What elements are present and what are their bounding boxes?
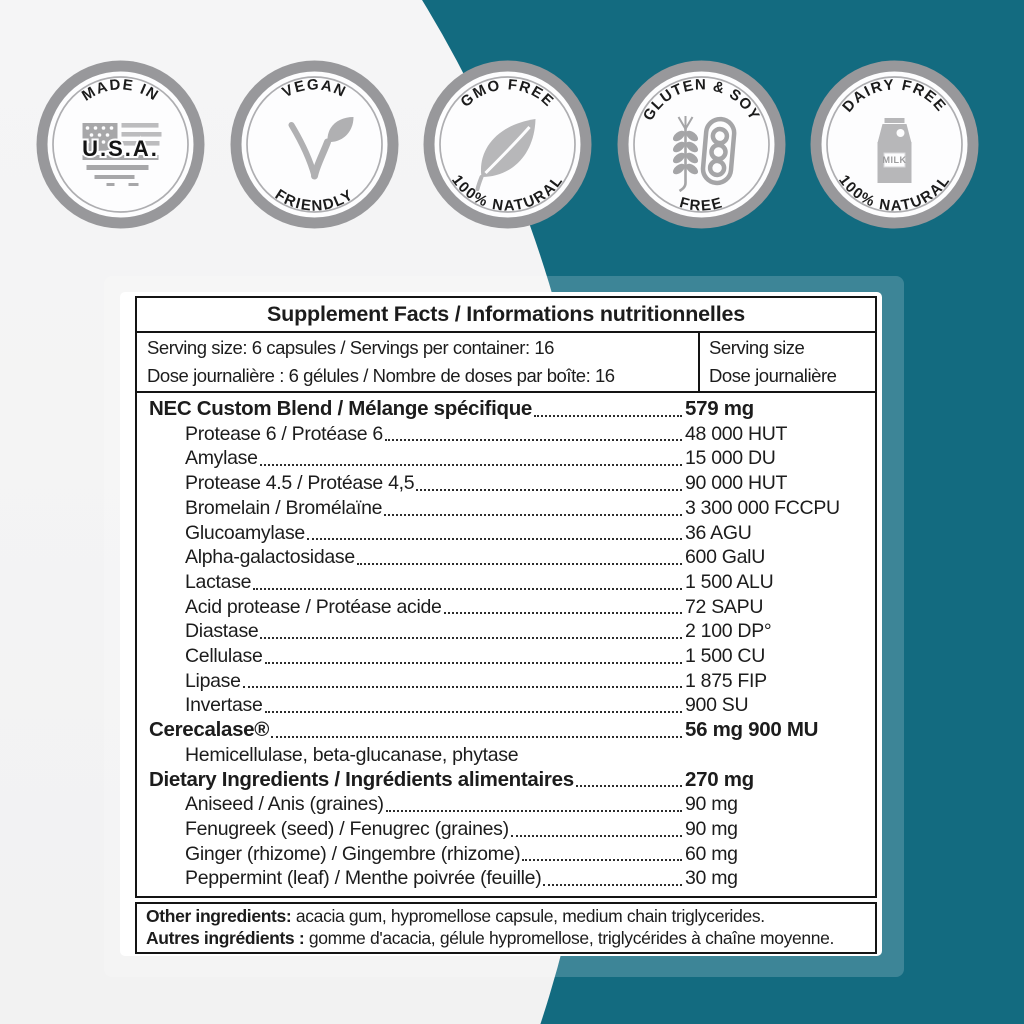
ingredient-label: Cerecalase® [149, 718, 270, 742]
ingredient-row [149, 545, 865, 570]
other-ingredients-text-fr: gomme d'acacia, gélule hypromellose, triglycérides à chaîne moyenne. [304, 928, 835, 949]
ingredient-amount: 270 mg [685, 767, 754, 791]
dot-leader [534, 415, 682, 417]
badge-top-text: MADE IN [78, 76, 163, 105]
ingredient-row [149, 422, 865, 447]
ingredient-label: Hemicellulase, beta-glucanase, phytase [185, 743, 519, 766]
ingredient-row [149, 842, 865, 867]
dot-leader [307, 538, 682, 540]
dot-leader [444, 612, 682, 614]
milk-label: MILK [882, 155, 907, 165]
serving-label-cell [698, 333, 875, 391]
dot-leader [265, 662, 682, 664]
ingredient-row [149, 619, 865, 644]
ingredient-row [149, 644, 865, 669]
ingredient-amount: 48 000 HUT [685, 422, 788, 445]
badge-top-text: GLUTEN & SOY [639, 76, 763, 124]
dot-leader [511, 835, 682, 837]
badge-made-in-usa [34, 58, 207, 231]
ingredient-amount: 36 AGU [685, 521, 752, 544]
ingredient-row [149, 471, 865, 496]
other-ingredients-lead-en: Other ingredients: [146, 906, 292, 927]
other-ingredients-lead-fr: Autres ingrédients : [146, 928, 305, 949]
badge-gmo-free [421, 58, 594, 231]
ingredient-amount: 56 mg 900 MU [685, 718, 819, 742]
badge-bottom-text: 100% NATURAL [448, 171, 567, 215]
milk-carton-icon [878, 118, 912, 183]
dot-leader [271, 736, 682, 738]
ingredient-amount: 579 mg [685, 397, 754, 420]
serving-line-fr: Dose journalière : 6 gélules / Nombre de doses par boîte: 16 [147, 365, 615, 386]
ingredient-row [149, 446, 865, 471]
dot-leader [357, 563, 682, 565]
dot-leader [260, 464, 682, 466]
supplement-facts-card [120, 292, 882, 956]
badge-center-text: U.S.A. [82, 136, 159, 161]
ingredient-amount: 1 875 FIP [685, 669, 767, 692]
dot-leader [265, 711, 682, 713]
ingredient-row [149, 866, 865, 891]
dot-leader [260, 637, 682, 639]
badge-bottom-text: FREE [677, 194, 725, 215]
ingredient-row [149, 570, 865, 595]
ingredient-row [149, 521, 865, 546]
ingredient-amount: 900 SU [685, 694, 749, 717]
ingredient-label: Protease 6 / Protéase 6 [185, 422, 383, 445]
badge-dairy-free [808, 58, 981, 231]
ingredient-amount: 1 500 CU [685, 645, 765, 668]
badge-top-text: DAIRY FREE [839, 76, 950, 116]
other-ingredients-line-en [146, 905, 869, 927]
supplement-facts-table [135, 296, 877, 898]
ingredient-label: Aniseed / Anis (graines) [185, 793, 384, 816]
badge-top-text: GMO FREE [457, 76, 558, 111]
dot-leader [522, 859, 682, 861]
ingredient-label: Amylase [185, 447, 258, 470]
badge-bottom-text: 100% NATURAL [835, 171, 954, 215]
badge-bottom-text: FRIENDLY [271, 186, 357, 215]
ingredient-amount: 90 mg [685, 793, 738, 816]
ingredient-label: Fenugreek (seed) / Fenugrec (graines) [185, 817, 509, 840]
ingredient-row [149, 496, 865, 521]
other-ingredients-box [135, 902, 877, 954]
ingredient-row [149, 792, 865, 817]
ingredient-amount: 3 300 000 FCCPU [685, 496, 840, 519]
ingredient-amount: 2 100 DP° [685, 620, 772, 643]
ingredient-amount: 1 500 ALU [685, 570, 774, 593]
section-header-row [149, 768, 865, 793]
ingredient-amount: 600 GalU [685, 546, 765, 569]
ingredient-label: Invertase [185, 694, 263, 717]
ingredient-label: NEC Custom Blend / Mélange spécifique [149, 397, 533, 420]
serving-line-en: Serving size: 6 capsules / Servings per container: 16 [147, 337, 555, 358]
other-ingredients-text-en: acacia gum, hypromellose capsule, medium chain triglycerides. [291, 906, 765, 927]
badge-top-text: VEGAN [279, 76, 349, 102]
ingredient-amount: 30 mg [685, 867, 738, 890]
ingredient-label: Peppermint (leaf) / Menthe poivrée (feuille) [185, 867, 542, 890]
ingredient-label: Glucoamylase [185, 521, 305, 544]
ingredient-label: Dietary Ingredients / Ingrédients alimentaires [149, 767, 574, 791]
badge-vegan-friendly [228, 58, 401, 231]
serving-info-cell [137, 333, 698, 391]
dot-leader [384, 514, 682, 516]
ingredient-label: Cellulase [185, 645, 263, 668]
table-title: Supplement Facts / Informations nutritionnelles [137, 298, 875, 333]
dot-leader [576, 785, 682, 787]
dot-leader [386, 810, 682, 812]
serving-label-fr: Dose journalière [709, 365, 837, 386]
dot-leader [543, 884, 682, 886]
dot-leader [416, 489, 682, 491]
supplement-rows [137, 393, 875, 896]
ingredient-amount: 90 000 HUT [685, 472, 788, 495]
ingredient-label: Lactase [185, 570, 252, 593]
ingredient-label: Acid protease / Protéase acide [185, 595, 442, 618]
section-header-row [149, 397, 865, 422]
ingredient-amount: 15 000 DU [685, 447, 776, 470]
other-ingredients-line-fr [146, 927, 869, 949]
ingredient-label: Diastase [185, 620, 259, 643]
serving-label-en: Serving size [709, 337, 805, 358]
ingredient-row [149, 693, 865, 718]
ingredient-row [149, 595, 865, 620]
dot-leader [385, 439, 682, 441]
ingredient-amount: 72 SAPU [685, 595, 764, 618]
ingredient-row [149, 817, 865, 842]
ingredient-label: Ginger (rhizome) / Gingembre (rhizome) [185, 842, 521, 865]
ingredient-label: Bromelain / Bromélaïne [185, 496, 383, 519]
ingredient-amount: 60 mg [685, 842, 738, 865]
ingredient-label: Protease 4.5 / Protéase 4,5 [185, 472, 415, 495]
badge-gluten-soy-free [615, 58, 788, 231]
certification-badges-row [34, 58, 981, 231]
ingredient-row [149, 669, 865, 694]
serving-row [137, 333, 875, 393]
ingredient-amount: 90 mg [685, 817, 738, 840]
dot-leader [253, 588, 682, 590]
section-header-row [149, 718, 865, 743]
note-row [149, 743, 865, 768]
dot-leader [243, 686, 682, 688]
ingredient-label: Alpha-galactosidase [185, 546, 355, 569]
ingredient-label: Lipase [185, 669, 241, 692]
